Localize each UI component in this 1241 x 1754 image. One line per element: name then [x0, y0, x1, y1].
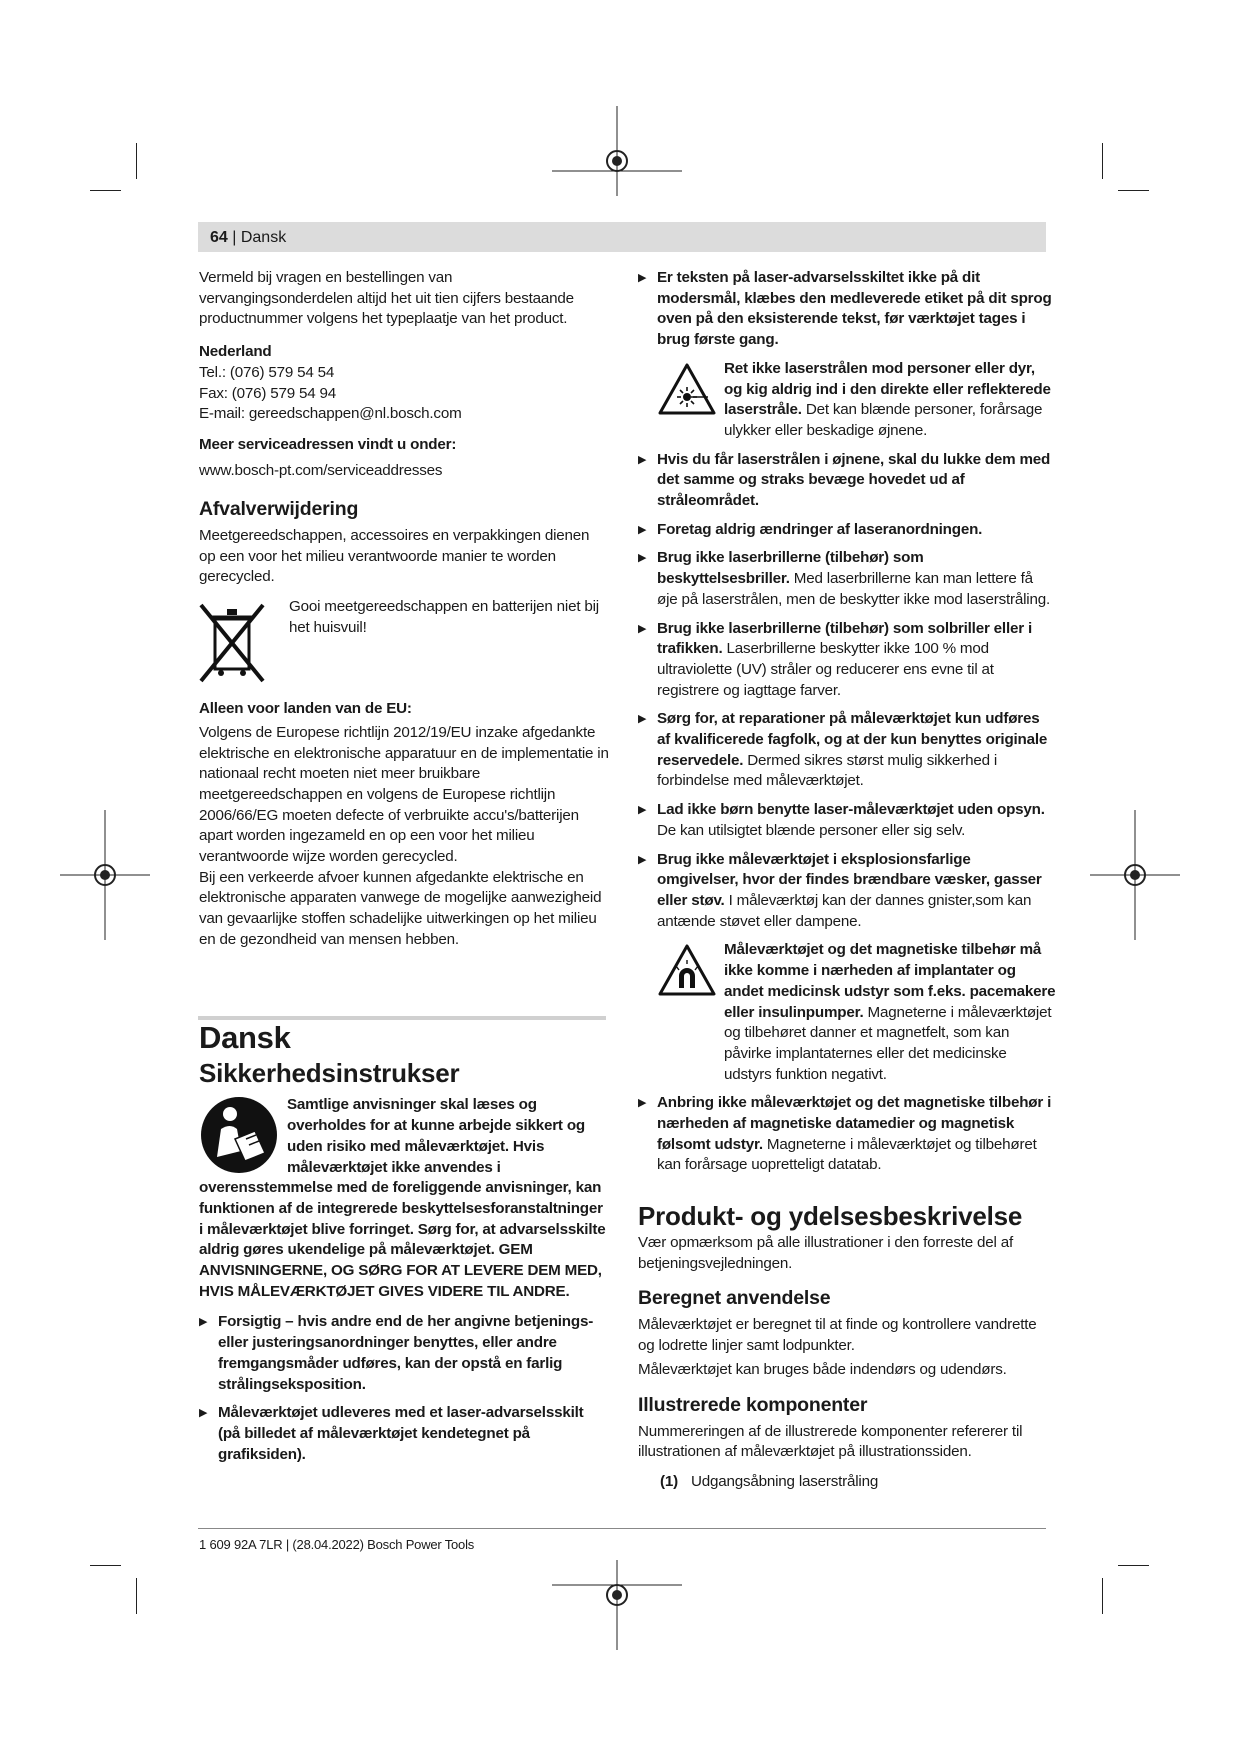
- bullet-label-language: [638, 268, 1056, 351]
- disposal-text: Meetgereedschappen, accessoires en verpakkingen dienen op een voor het milieu verantwoorde manier te worden gerecycled.: [199, 527, 590, 586]
- bullet-children-rest: De kan utilsigtet blænde personer eller sig selv.: [657, 821, 966, 839]
- component-label: Udgangsåbning laserstråling: [691, 1473, 879, 1491]
- registration-mark-top: [552, 106, 682, 196]
- laser-warning-bold: Ret ikke laserstrålen mod personer eller dyr, og kig aldrig ind i den direkte eller reflekterede laserstråle.: [724, 359, 1051, 419]
- bullet-children: [638, 800, 1056, 841]
- bullet-warning-label-text: Måleværktøjet udleveres med et laser-advarselsskilt (på billedet af måleværktøjet kendetegnet på grafiksiden).: [218, 1404, 584, 1463]
- footer-text: 1 609 92A 7LR | (28.04.2022) Bosch Power Tools: [199, 1537, 475, 1552]
- left-column: [199, 268, 609, 951]
- crop-mark: [136, 143, 137, 179]
- crop-mark: [1118, 1565, 1149, 1566]
- bullet-explosive: [638, 850, 1056, 933]
- bullet-sunglasses-bold: Brug ikke laserbrillerne (tilbehør) som solbriller eller i trafikken.: [657, 619, 1032, 658]
- bullet-magnetic-media: [638, 1093, 1056, 1176]
- disposal-heading: Afvalverwijdering: [199, 498, 359, 521]
- bullet-glasses-rest: Med laserbrillerne kan man lettere få øje på laserstrålen, men de beskytter ikke mod laserstråling.: [657, 570, 1050, 608]
- bullet-eyes: [638, 450, 1056, 512]
- page-number: 64: [210, 229, 228, 246]
- bullet-glasses: [638, 548, 1056, 610]
- bullet-sunglasses: [638, 619, 1056, 702]
- intro-text: Vermeld bij vragen en bestellingen van vervangingsonderdelen altijd het uit tien cijfers bestaande productnummer volgens het typeplaatje van het product.: [199, 269, 574, 328]
- laser-warning: [658, 359, 1056, 442]
- components-heading: Illustrerede komponenter: [638, 1394, 868, 1417]
- bullet-magnetic-media-bold: Anbring ikke måleværktøjet og det magnetiske tilbehør i nærheden af magnetiske datamedier og magnetisk følsomt udstyr.: [657, 1094, 1052, 1153]
- bullet-caution: [199, 1312, 609, 1395]
- bullet-no-modify-text: Foretag aldrig ændringer af laseranordningen.: [657, 520, 983, 538]
- eu-heading: Alleen voor landen van de EU:: [199, 700, 412, 718]
- safety-intro-text: Samtlige anvisninger skal læses og overholdes for at kunne arbejde sikkert og uden risiko med måleværktøjet. Hvis måleværktøjet ikke anvendes i overensstemmelse med de foreliggende anvisninger, kan funktionen af de integrerede beskyttelsesforanstaltninger i måleværktøjet blive forringet. Sørg for, at advarselsskilte aldrig gøres ukendelige på måleværktøjet. GEM ANVISNINGERNE, OG SØRG FOR AT LEVERE DEM MED, HVIS MÅLEVÆRKTØJET GIVES VIDERE TIL ANDRE.: [199, 1096, 606, 1300]
- right-column: [638, 268, 1056, 1493]
- bullet-children-bold: Lad ikke børn benytte laser-måleværktøjet uden opsyn.: [657, 801, 1045, 819]
- list-item: [660, 1472, 1056, 1493]
- fax: Fax: (076) 579 54 94: [199, 384, 336, 402]
- email: E-mail: gereedschappen@nl.bosch.com: [199, 405, 462, 423]
- product-heading: Produkt- og ydelsesbeskrivelse: [638, 1201, 1023, 1232]
- magnet-warning-text: [724, 940, 1056, 1085]
- magnet-warning: [658, 940, 1056, 1085]
- use-text-1: Måleværktøjet er beregnet til at finde og kontrollere vandrette og lodrette linjer samt lodpunkter.: [638, 1315, 1037, 1354]
- components-text: Nummereringen af de illustrerede komponenter refererer til illustrationen af måleværktøjet på illustrationssiden.: [638, 1422, 1023, 1461]
- phone: Tel.: (076) 579 54 54: [199, 363, 335, 381]
- magnet-warning-rest: Magneterne i måleværktøjet og tilbehøret danner et magnetfelt, som kan påvirke implantaternes eller det medicinske udstyrs funktion negativt.: [724, 1003, 1052, 1083]
- use-text-2: Måleværktøjet kan bruges både indendørs og udendørs.: [638, 1361, 1007, 1379]
- eu-text: Volgens de Europese richtlijn 2012/19/EU inzake afgedankte elektrische en elektronische apparatuur en de implementatie in nationaal recht moeten niet meer bruikbare meetgereedschappen en volgens de Europese richtlijn 2006/66/EG moeten defecte of verbruikte accu's/batterijen apart worden ingezameld en op een voor het milieu verantwoorde wijze worden gerecycled.: [199, 723, 609, 866]
- bullet-repairs-rest: Dermed sikres størst mulig sikkerhed i forbindelse med måleværktøjet.: [657, 751, 998, 790]
- bullet-repairs-bold: Sørg for, at reparationer på måleværktøjet kun udføres af kvalificerede fagfolk, og at der kun benyttes originale reservedele.: [657, 710, 1048, 769]
- contact-block: [199, 342, 609, 425]
- more-heading: Meer serviceadressen vindt u onder:: [199, 435, 457, 453]
- language-title: Dansk: [199, 1020, 291, 1055]
- page-header: 64 | Dansk: [210, 229, 287, 246]
- use-heading: Beregnet anvendelse: [638, 1287, 831, 1310]
- bullet-eyes-text: Hvis du får laserstrålen i øjnene, skal du lukke dem med det samme og straks bevæge hovedet ud af strålеområdet.: [657, 450, 1051, 510]
- bullet-label-language-text: Er teksten på laser-advarselsskiltet ikke på dit modersmål, klæbes den medleverede etiket på dit sprog oven på den eksisterende tekst, før værktøjet tages i brug første gang.: [657, 269, 1052, 349]
- registration-mark-bottom: [552, 1560, 682, 1650]
- registration-mark-left: [60, 810, 150, 940]
- crop-mark: [1102, 1578, 1103, 1614]
- danish-section: [199, 1020, 609, 1473]
- product-text: Vær opmærksom på alle illustrationer i den forreste del af betjeningsvejledningen.: [638, 1233, 1014, 1272]
- bullet-caution-text: Forsigtig – hvis andre end de her angivne betjenings- eller justeringsanordninger benyttes, eller andre fremgangsmåder udføres, kan der opstå en farlig strålingseksposition.: [218, 1313, 594, 1393]
- bullet-glasses-bold: Brug ikke laserbrillerne (tilbehør) som beskyttelsesbriller.: [657, 549, 924, 588]
- crop-mark: [90, 190, 121, 191]
- component-number: (1): [660, 1473, 678, 1491]
- magnet-warning-icon: [658, 944, 716, 996]
- read-manual-icon: [199, 1095, 279, 1175]
- laser-warning-rest: Det kan blænde personer, forårsage ulykker eller beskadige øjnene.: [724, 401, 1043, 439]
- footer-rule: [198, 1528, 1046, 1529]
- registration-mark-right: [1090, 810, 1180, 940]
- country-label: Nederland: [199, 343, 272, 361]
- bullet-no-modify: [638, 520, 1056, 541]
- bullet-explosive-rest: I måleværktøj kan der dannes gnister,som kan antænde støvet eller dampene.: [657, 891, 1032, 930]
- bin-text: Gooi meetgereedschappen en batterijen niet bij het huisvuil!: [289, 598, 599, 636]
- service-url: www.bosch-pt.com/serviceaddresses: [199, 461, 443, 479]
- laser-warning-text: [724, 359, 1056, 442]
- crop-mark: [136, 1578, 137, 1614]
- safety-intro-block: [199, 1095, 609, 1302]
- crop-mark: [1118, 190, 1149, 191]
- header-section: Dansk: [240, 229, 287, 246]
- crop-mark: [90, 1565, 121, 1566]
- bullet-explosive-bold: Brug ikke måleværktøjet i eksplosionsfarlige omgivelser, hvor der findes brændbare væsker, gasser eller støv.: [657, 850, 1042, 909]
- laser-warning-icon: [658, 363, 716, 415]
- magnet-warning-bold: Måleværktøjet og det magnetiske tilbehør må ikke komme i nærheden af implantater og andet medicinsk udstyr som f.eks. pacemakere eller insulinpumper.: [724, 941, 1056, 1021]
- bullet-magnetic-media-rest: Magneterne i måleværktøjet og tilbehøret kan forårsage uopretteligt datatab.: [657, 1135, 1037, 1174]
- safety-heading: Sikkerhedsinstrukser: [199, 1057, 460, 1088]
- crop-mark: [1102, 143, 1103, 179]
- bullet-sunglasses-rest: Laserbrillerne beskytter ikke 100 % mod ultraviolette (UV) stråler og reducerer ens evne til at registrere og iagttage farver.: [657, 640, 994, 699]
- eu-text-2: Bij een verkeerde afvoer kunnen afgedankte elektrische en elektronische apparaten vanwege de mogelijke aanwezigheid van gevaarlijke stoffen schadelijke uitwerkingen op het milieu en de gezondheid van mensen hebben.: [199, 868, 602, 948]
- crossed-bin-icon: [199, 597, 265, 685]
- bullet-repairs: [638, 709, 1056, 792]
- bin-notice: [199, 597, 609, 689]
- bullet-warning-label: [199, 1403, 609, 1465]
- page-header-bar: [198, 222, 1046, 252]
